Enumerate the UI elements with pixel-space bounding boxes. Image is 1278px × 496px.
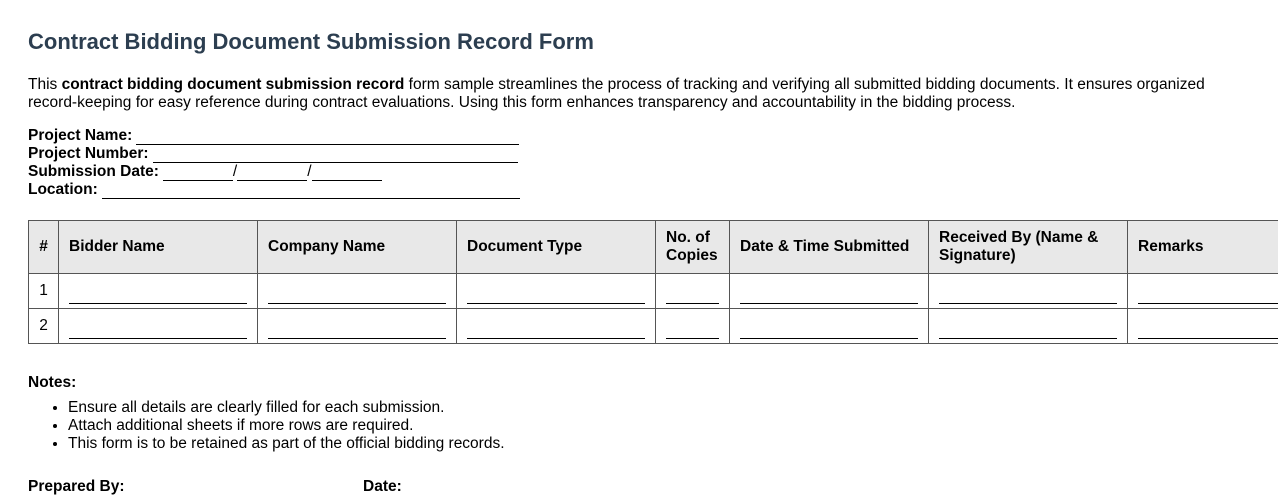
copies-field[interactable] bbox=[666, 314, 719, 339]
location-row bbox=[28, 181, 520, 199]
remarks-cell bbox=[1128, 309, 1278, 344]
document-type-cell bbox=[457, 309, 656, 344]
row-number: 2 bbox=[29, 309, 59, 344]
company-name-cell bbox=[258, 274, 457, 309]
header-bidder-name: Bidder Name bbox=[59, 221, 258, 274]
notes-list bbox=[28, 399, 505, 453]
remarks-cell bbox=[1128, 274, 1278, 309]
project-name-label: Project Name: bbox=[28, 127, 132, 145]
received-by-field[interactable] bbox=[939, 279, 1117, 304]
table-row bbox=[29, 274, 1278, 309]
note-item: • This form is to be retained as part of the official bidding records. bbox=[68, 435, 505, 453]
submission-date-day-field[interactable] bbox=[237, 165, 307, 181]
header-number: # bbox=[29, 221, 59, 274]
table-header-row bbox=[29, 221, 1278, 274]
submission-date-row bbox=[28, 163, 520, 181]
company-name-field[interactable] bbox=[268, 279, 446, 304]
submission-date-year-field[interactable] bbox=[312, 165, 382, 181]
remarks-field[interactable] bbox=[1138, 314, 1278, 339]
copies-cell bbox=[656, 309, 730, 344]
received-by-cell bbox=[929, 309, 1128, 344]
submission-date-label: Submission Date: bbox=[28, 163, 159, 181]
project-number-label: Project Number: bbox=[28, 145, 149, 163]
date-separator: / bbox=[307, 163, 311, 181]
document-type-field[interactable] bbox=[467, 279, 645, 304]
bidder-name-cell bbox=[59, 309, 258, 344]
header-no-of-copies: No. of Copies bbox=[656, 221, 730, 274]
remarks-field[interactable] bbox=[1138, 279, 1278, 304]
submission-table bbox=[28, 220, 1278, 344]
company-name-field[interactable] bbox=[268, 314, 446, 339]
bidder-name-field[interactable] bbox=[69, 279, 247, 304]
location-field[interactable] bbox=[102, 183, 520, 199]
date-time-field[interactable] bbox=[740, 314, 918, 339]
document-type-cell bbox=[457, 274, 656, 309]
date-separator: / bbox=[233, 163, 237, 181]
company-name-cell bbox=[258, 309, 457, 344]
project-name-row bbox=[28, 127, 520, 145]
date-label: Date: bbox=[363, 478, 402, 496]
project-fields bbox=[28, 127, 520, 199]
bidder-name-cell bbox=[59, 274, 258, 309]
intro-paragraph bbox=[28, 76, 1258, 112]
intro-bold: contract bidding document submission record bbox=[62, 76, 405, 93]
project-number-field[interactable] bbox=[153, 147, 518, 163]
project-name-field[interactable] bbox=[136, 129, 519, 145]
notes-heading: Notes: bbox=[28, 374, 76, 392]
intro-suffix: form sample streamlines the process of tracking and verifying all submitted bidding documents. It ensures organized record-keeping for easy reference during contract evaluations. Using this form enhances transparency and accountability in the bidding process. bbox=[28, 76, 1205, 111]
submission-date-month-field[interactable] bbox=[163, 165, 233, 181]
note-item: • Ensure all details are clearly filled for each submission. bbox=[68, 399, 505, 417]
project-number-row bbox=[28, 145, 520, 163]
prepared-by-label: Prepared By: bbox=[28, 478, 124, 496]
header-date-time-submitted: Date & Time Submitted bbox=[730, 221, 929, 274]
header-document-type: Document Type bbox=[457, 221, 656, 274]
page-title: Contract Bidding Document Submission Record Form bbox=[28, 29, 594, 55]
copies-cell bbox=[656, 274, 730, 309]
header-company-name: Company Name bbox=[258, 221, 457, 274]
header-remarks: Remarks bbox=[1128, 221, 1278, 274]
date-time-field[interactable] bbox=[740, 279, 918, 304]
note-item: • Attach additional sheets if more rows are required. bbox=[68, 417, 505, 435]
received-by-cell bbox=[929, 274, 1128, 309]
bidder-name-field[interactable] bbox=[69, 314, 247, 339]
date-time-cell bbox=[730, 309, 929, 344]
date-time-cell bbox=[730, 274, 929, 309]
received-by-field[interactable] bbox=[939, 314, 1117, 339]
location-label: Location: bbox=[28, 181, 98, 199]
row-number: 1 bbox=[29, 274, 59, 309]
intro-prefix: This bbox=[28, 76, 62, 93]
header-received-by: Received By (Name & Signature) bbox=[929, 221, 1128, 274]
document-type-field[interactable] bbox=[467, 314, 645, 339]
table-row bbox=[29, 309, 1278, 344]
copies-field[interactable] bbox=[666, 279, 719, 304]
